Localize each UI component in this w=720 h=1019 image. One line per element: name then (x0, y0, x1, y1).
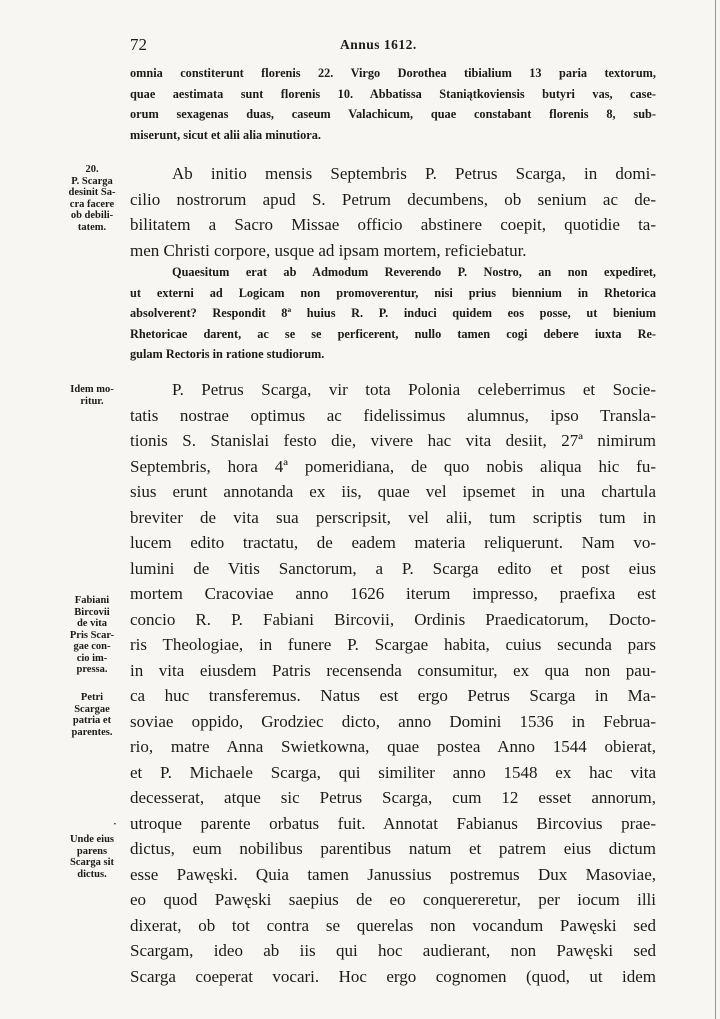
margin-note-line: desinit Sa- (68, 187, 116, 198)
text-line: ut externi ad Logicam non promoverentur, nisi prius biennium in Rhetorica (130, 285, 656, 300)
text-line: cilio nostrorum apud S. Petrum decumbens, ob senium ac de- (130, 189, 656, 209)
paragraph-scarga-death (130, 377, 656, 989)
margin-note-line: P. Scarga (71, 175, 113, 187)
margin-note-bircovii (56, 595, 128, 676)
text-line: sius erunt annotanda ex iis, quae vel ipsemet in una chartula (130, 482, 656, 501)
paragraph-logic-question (130, 262, 656, 365)
text-line: Rhetoricae darent, ac se se perficerent, nullo tamen cogi debere iuxta Re- (130, 326, 656, 341)
margin-note-death (56, 384, 128, 407)
page-number: 72 (130, 35, 147, 54)
margin-note-line: Scargae (74, 703, 110, 715)
text-line: eo quod Pawęski saepius de eo conquereretur, per iocum illi (130, 890, 656, 909)
margin-note-line: Scarga sit (69, 857, 115, 868)
text-line: men Christi corpore, usque ad ipsam mortem, reficiebatur. (130, 240, 527, 260)
text-line: esse Pawęski. Quia tamen Janussius postremus Dux Masoviae, (130, 864, 656, 884)
text-line: dictus, eum nobilibus parentibus natum et patrem eius dictum (130, 839, 656, 858)
margin-note-line: parens (76, 845, 108, 857)
text-line: lumini de Vitis Sanctorum, a P. Scarga edito et post eius (130, 558, 656, 578)
margin-note-line: de vita (76, 618, 108, 629)
text-line: tionis S. Stanislai festo die, vivere hac vita desiit, 27ª nimirum (130, 431, 656, 450)
margin-note-line: dictus. (77, 868, 107, 880)
text-line: P. Petrus Scarga, vir tota Polonia celeberrimus et Socie- (172, 380, 656, 399)
text-line: orum sexagenas duas, caseum Valachicum, quae constabant florenis 8, sub- (130, 107, 656, 121)
margin-note-line: Pris Scar- (69, 629, 115, 641)
text-line: lucem edito tractatu, de eadem materia reliquerunt. Nam vo- (130, 533, 656, 552)
text-line: in vita eiusdem Patris recensenda consumitur, ex qua non pau- (130, 660, 656, 680)
margin-note-line: Fabiani (74, 595, 110, 606)
margin-note-line: ritur. (80, 395, 104, 407)
text-line: breviter de vita sua perscripsit, vel alii, tum scriptis tum in (130, 507, 656, 527)
text-line: Ab initio mensis Septembris P. Petrus Scarga, in domi- (172, 164, 656, 183)
text-line: Scargam, ideo ab iis qui hoc audierant, non Pawęski sed (130, 941, 656, 960)
page-header-title: Annus 1612. (340, 37, 417, 52)
text-line: Quaesitum erat ab Admodum Reverendo P. Nostro, an non expediret, (172, 265, 656, 279)
paragraph-scarga-illness (130, 161, 656, 263)
margin-note-line: Bircovii (74, 606, 110, 618)
text-line: mortem Cracoviae anno 1626 iterum impresso, praefixa est (130, 584, 656, 603)
margin-note-line: gae con- (73, 641, 111, 652)
text-line: omnia constiterunt florenis 22. Virgo Dorothea tibialium 13 paria textorum, (130, 66, 656, 80)
text-line: rio, matre Anna Swietkowna, quae postea Anno 1544 obierat, (130, 737, 656, 756)
text-line: decesserat, atque sic Petrus Scarga, cum 12 esset annorum, (130, 788, 656, 807)
margin-note-line: cra facere (69, 198, 115, 210)
margin-note-line: cio im- (76, 652, 108, 664)
text-line: Septembris, hora 4ª pomeridiana, de quo nobis aliqua hic fu- (130, 456, 656, 476)
text-line: quae aestimata sunt florenis 10. Abbatissa Staniątkoviensis butyri vas, case- (130, 86, 656, 101)
text-line: et P. Michaele Scarga, qui similiter anno 1548 ex hac vita (130, 762, 656, 782)
margin-note-scarga-illness (56, 164, 128, 233)
margin-dot-mark: · (113, 817, 117, 831)
margin-note-patria (56, 692, 128, 738)
text-line: ris Theologiae, in funere P. Scargae habita, cuius secunda pars (130, 635, 656, 654)
text-line: absolverent? Respondit 8ª huius R. P. induci quidem eos posse, ut bienium (130, 306, 656, 320)
margin-note-line: 20. (85, 164, 99, 175)
margin-note-line: pressa. (76, 664, 108, 675)
text-line: gulam Rectoris in ratione studiorum. (130, 347, 325, 361)
text-line: bilitatem a Sacro Missae officio abstinere coepit, quotidie ta- (130, 215, 656, 234)
margin-note-line: Idem mo- (70, 384, 114, 395)
margin-note-line: patria et (72, 715, 112, 726)
text-line: tatis nostrae optimus ac fidelissimus alumnus, ipso Transla- (130, 405, 656, 425)
text-line: dixerat, ob tot contra se querelas non vocandum Pawęski sed (130, 915, 656, 935)
margin-note-line: ob debili- (70, 210, 114, 221)
text-line: utroque parente orbatus fuit. Annotat Fabianus Bircovius prae- (130, 813, 656, 833)
text-line: concio R. P. Fabiani Bircovii, Ordinis Praedicatorum, Docto- (130, 609, 656, 629)
margin-note-line: parentes. (71, 726, 113, 738)
margin-note-line: tatem. (77, 221, 107, 233)
running-head (0, 35, 720, 55)
text-line: ca huc transferemus. Natus est ergo Petrus Scarga in Ma- (130, 686, 656, 705)
paragraph-continuation (130, 63, 656, 145)
text-line: soviae oppido, Grodziec dicto, anno Domini 1536 in Februa- (130, 711, 656, 731)
margin-note-name-origin (56, 834, 128, 880)
margin-note-line: Unde eius (69, 834, 115, 845)
page-edge-line (715, 0, 716, 1019)
text-line: Scarga coeperat vocari. Hoc ergo cognomen (quod, ut idem (130, 966, 656, 986)
text-line: miserunt, sicut et alii alia minutiora. (130, 127, 321, 142)
margin-note-line: Petri (80, 692, 104, 703)
